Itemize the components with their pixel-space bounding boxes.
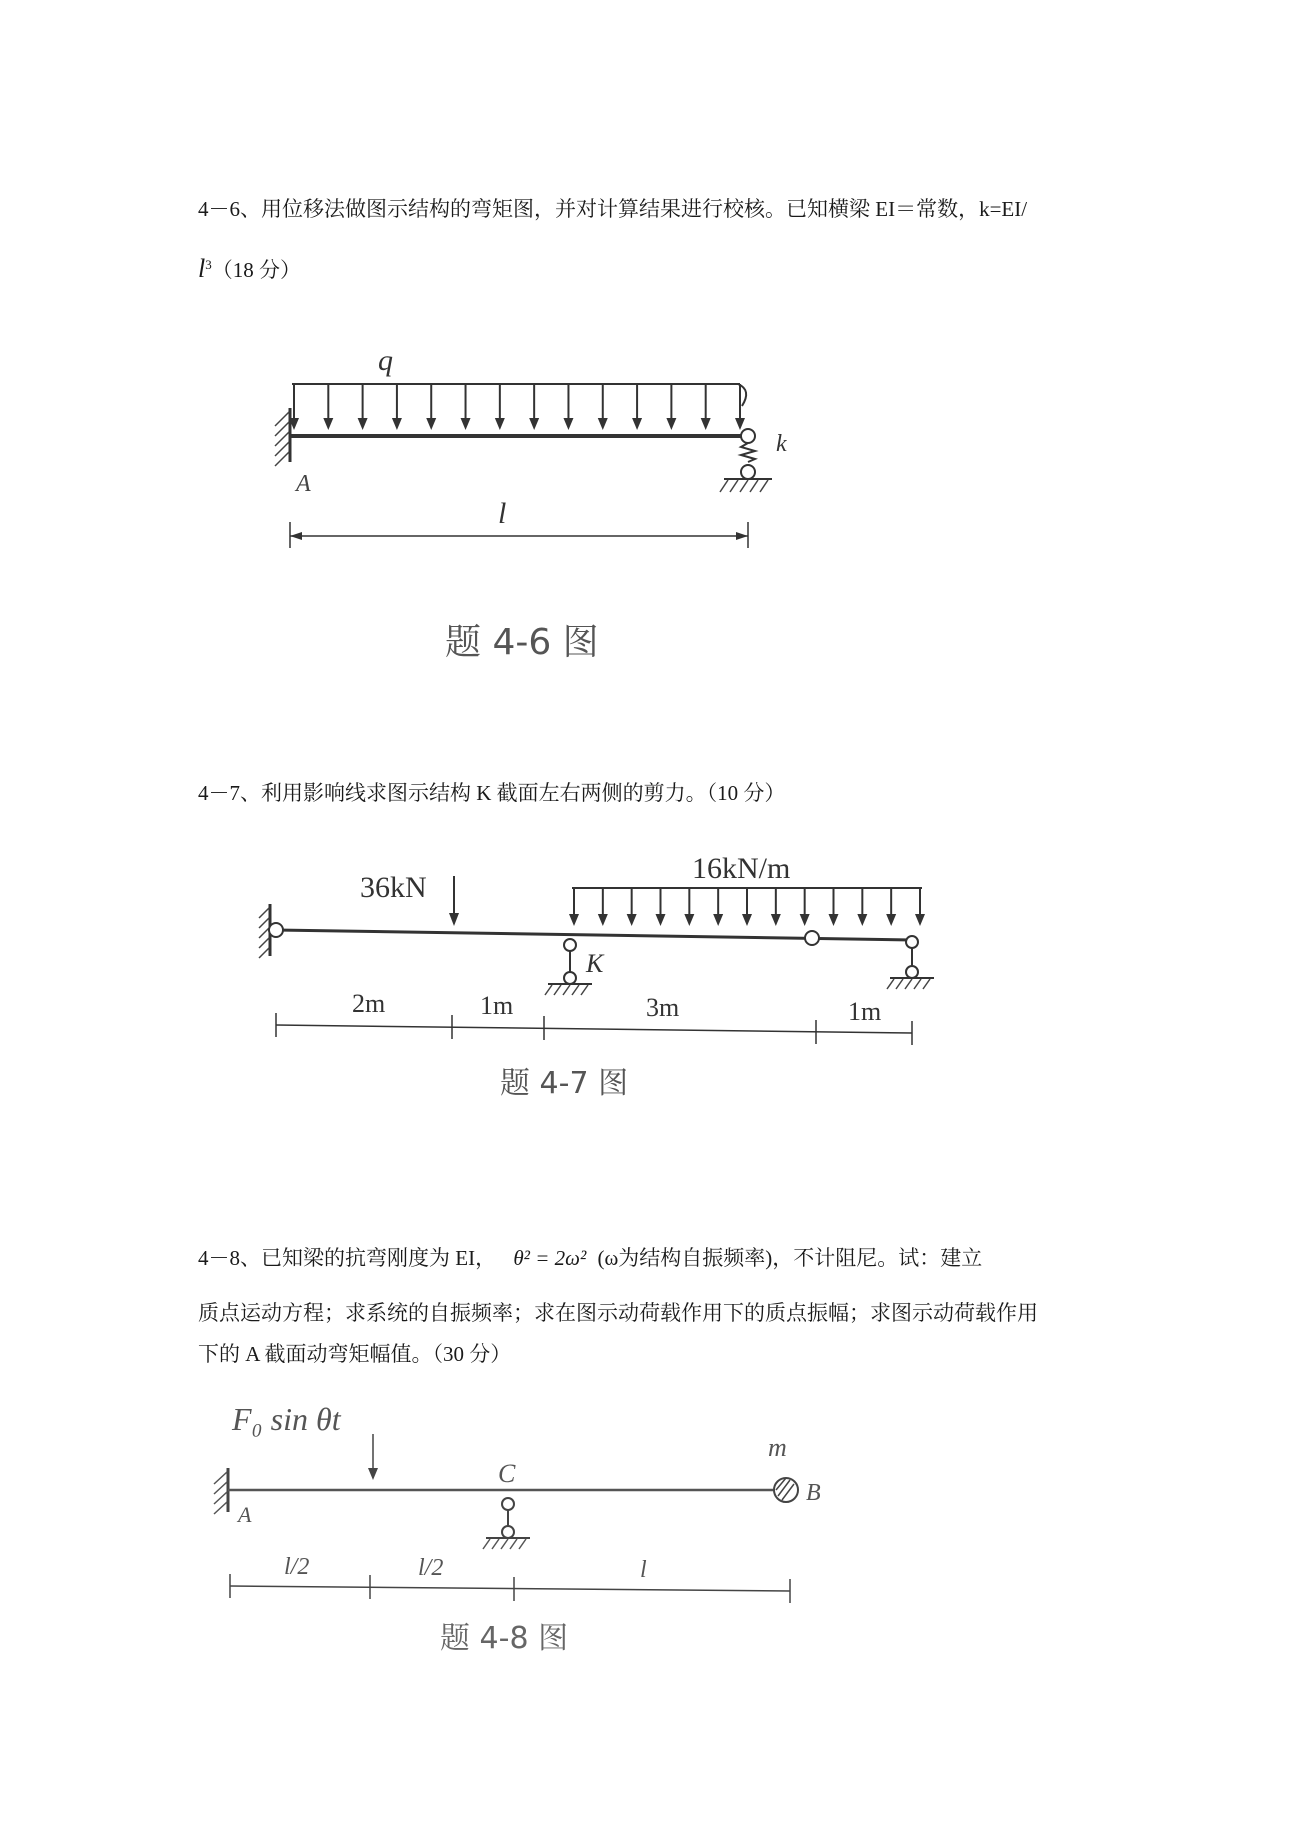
dim-label-3: 3m xyxy=(646,993,680,1022)
fixed-support-a-hatch xyxy=(214,1472,227,1514)
section-label-k: K xyxy=(586,949,604,978)
question-4-8-pre: 4－8、已知梁的抗弯刚度为 EI， xyxy=(198,1246,497,1270)
question-4-8-paren: (ω为结构自振频率) xyxy=(597,1246,773,1270)
question-4-8-line3: 下的 A 截面动弯矩幅值。（30 分） xyxy=(198,1342,512,1366)
point-load-label: 36kN xyxy=(360,871,427,904)
exponent: 3 xyxy=(205,257,212,272)
question-4-6-line1: 4－6、用位移法做图示结构的弯矩图，并对计算结果进行校核。已知横梁 EI＝常数，k=EI/ xyxy=(198,197,1028,221)
c-base-hinge-icon xyxy=(502,1526,514,1538)
question-4-8-line2: 质点运动方程；求系统的自振频率；求在图示动荷载作用下的质点振幅；求图示动荷载作用 xyxy=(198,1301,1038,1325)
figure-4-6-caption: 题 4-6 图 xyxy=(445,622,599,663)
question-4-8-formula: θ² = 2ω² xyxy=(513,1246,587,1270)
question-4-7-text: 4－7、利用影响线求图示结构 K 截面左右两侧的剪力。（10 分） xyxy=(198,781,786,805)
dim-label-half-2: l/2 xyxy=(418,1555,444,1581)
length-label-l: l xyxy=(498,497,507,530)
spring-label-k: k xyxy=(776,431,787,457)
point-label-c: C xyxy=(498,1459,516,1488)
mass-label-m: m xyxy=(768,1433,787,1462)
length-symbol: l xyxy=(198,254,206,283)
dim-label-half-1: l/2 xyxy=(284,1554,310,1580)
dist-load-label: 16kN/m xyxy=(692,852,791,885)
dim-line-4-8 xyxy=(230,1586,790,1591)
dim-label-full: l xyxy=(640,1557,647,1583)
mass-icon xyxy=(774,1478,798,1502)
question-4-8-post: ，不计阻尼。试：建立 xyxy=(772,1246,983,1270)
point-label-b: B xyxy=(806,1480,821,1506)
question-4-6-score: （18 分） xyxy=(211,258,301,282)
dynamic-load-arrowhead xyxy=(368,1468,378,1480)
c-ground-hatch xyxy=(483,1539,526,1549)
figure-4-7-caption: 题 4-7 图 xyxy=(500,1066,629,1101)
dim-label-1: 2m xyxy=(352,989,386,1018)
dim-label-2: 1m xyxy=(480,991,514,1020)
point-label-a-4-8: A xyxy=(238,1502,252,1527)
c-hinge-icon xyxy=(502,1498,514,1510)
load-label-q: q xyxy=(378,344,393,377)
dim-label-4: 1m xyxy=(848,997,882,1026)
dynamic-load-label: F₀ sin θt xyxy=(232,1401,341,1437)
point-label-a: A xyxy=(296,471,311,497)
figure-4-8-caption: 题 4-8 图 xyxy=(440,1621,569,1656)
